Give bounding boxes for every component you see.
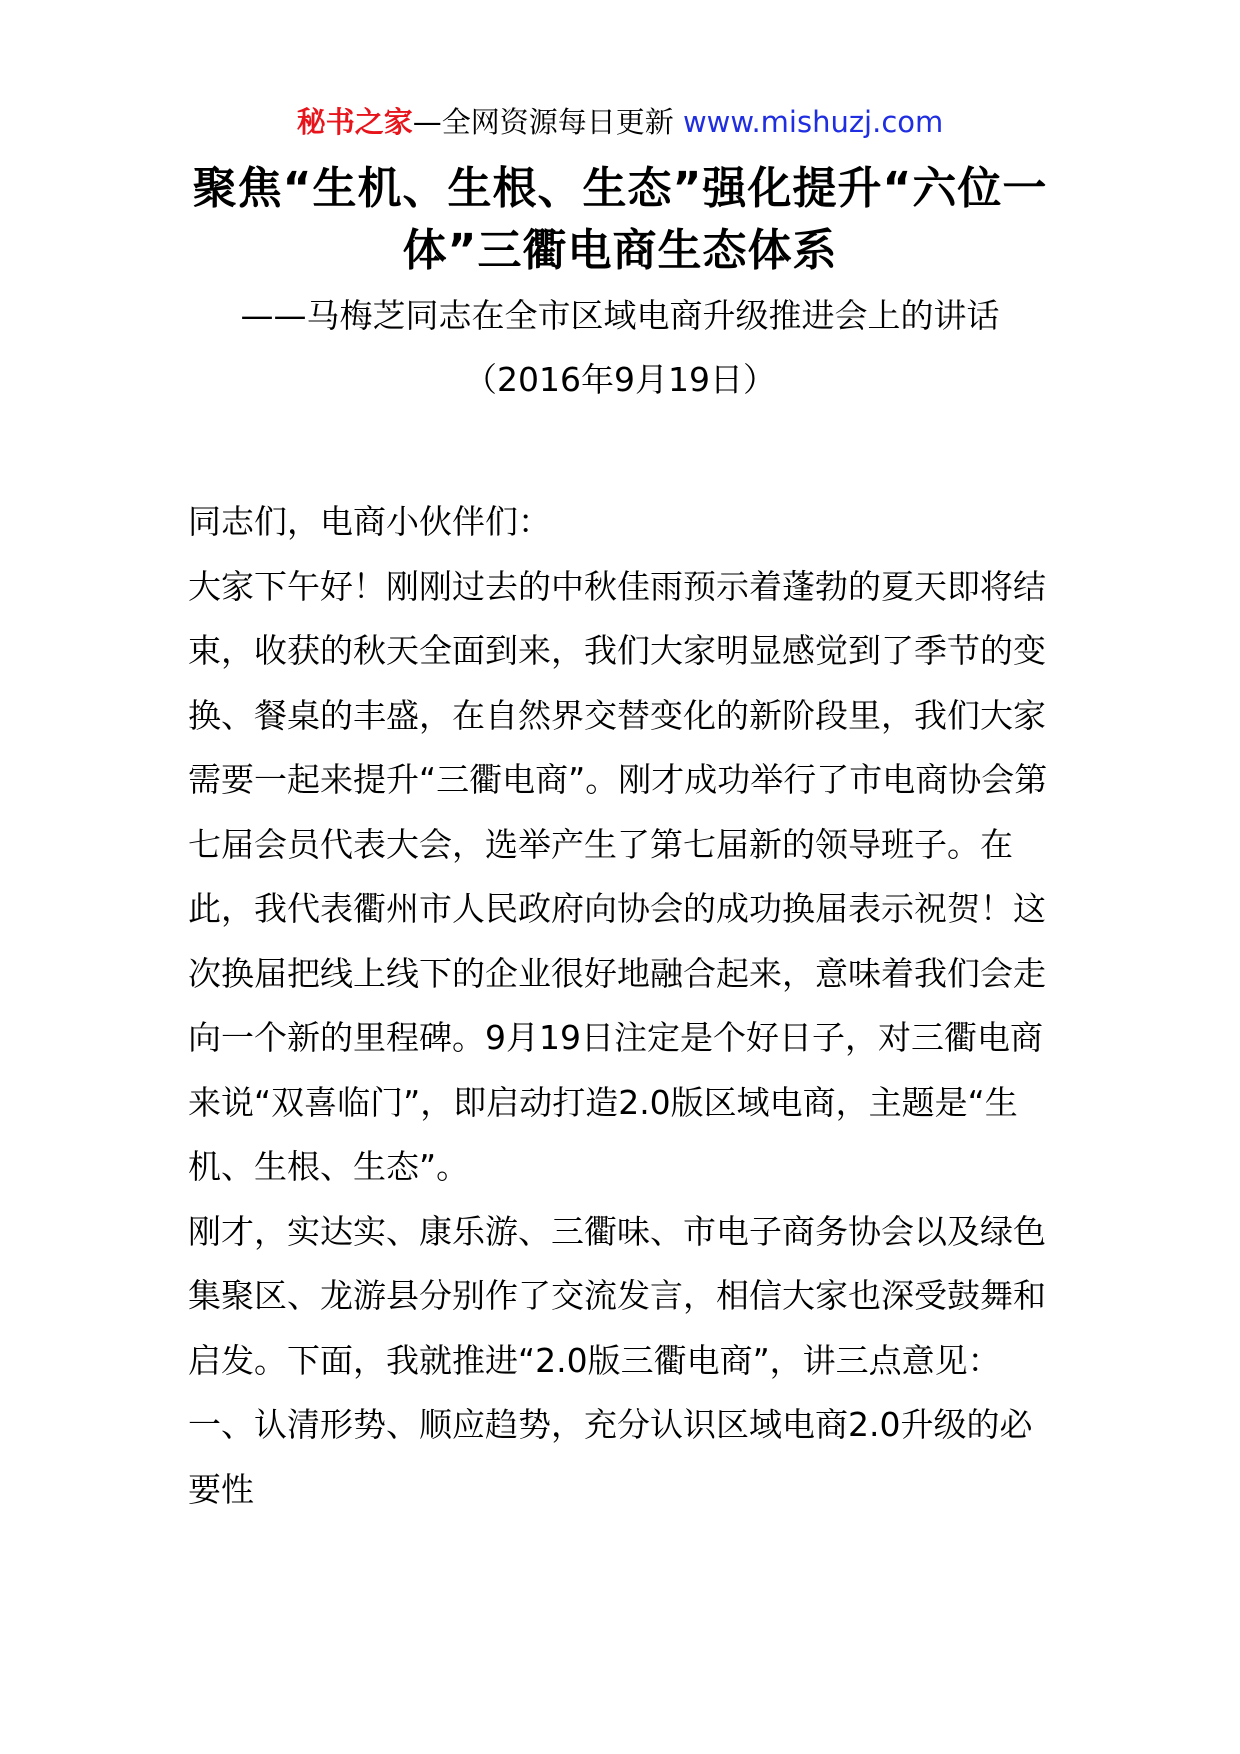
brand-name: 秘书之家 [296,105,413,139]
site-header [0,102,1240,142]
document-subtitle: ——马梅芝同志在全市区域电商升级推进会上的讲话 [240,296,1000,335]
body-paragraph: 大家下午好！刚刚过去的中秋佳雨预示着蓬勃的夏天即将结束，收获的秋天全面到来，我们大家明显感觉到了季节的变换、餐桌的丰盛，在自然界交替变化的新阶段里，我们大家需要一起来提升“三衢电商”。刚才成功举行了市电商协会第七届会员代表大会，选举产生了第七届新的领导班子。在此，我代表衢州市人民政府向协会的成功换届表示祝贺！这次换届把线上线下的企业很好地融合起来，意味着我们会走向一个新的里程碑。9月19日注定是个好日子，对三衢电商来说“双喜临门”，即启动打造2.0版区域电商，主题是“生机、生根、生态”。 [188,566,1048,1186]
section-heading: 一、认清形势、顺应趋势，充分认识区域电商2.0升级的必要性 [188,1405,1033,1509]
salutation-paragraph: 同志们，电商小伙伴们： [188,502,551,541]
site-url-link[interactable]: www.mishuzj.com [682,105,944,139]
document-body [188,490,1058,1522]
document-title: 聚焦“生机、生根、生态”强化提升“六位一体”三衢电商生态体系 [192,163,1048,276]
body-paragraph: 刚才，实达实、康乐游、三衢味、市电子商务协会以及绿色集聚区、龙游县分别作了交流发言，相信大家也深受鼓舞和启发。下面，我就推进“2.0版三衢电商”，讲三点意见： [188,1211,1046,1380]
header-tagline: —全网资源每日更新 [412,105,674,139]
document-date: （2016年9月19日） [464,360,776,399]
